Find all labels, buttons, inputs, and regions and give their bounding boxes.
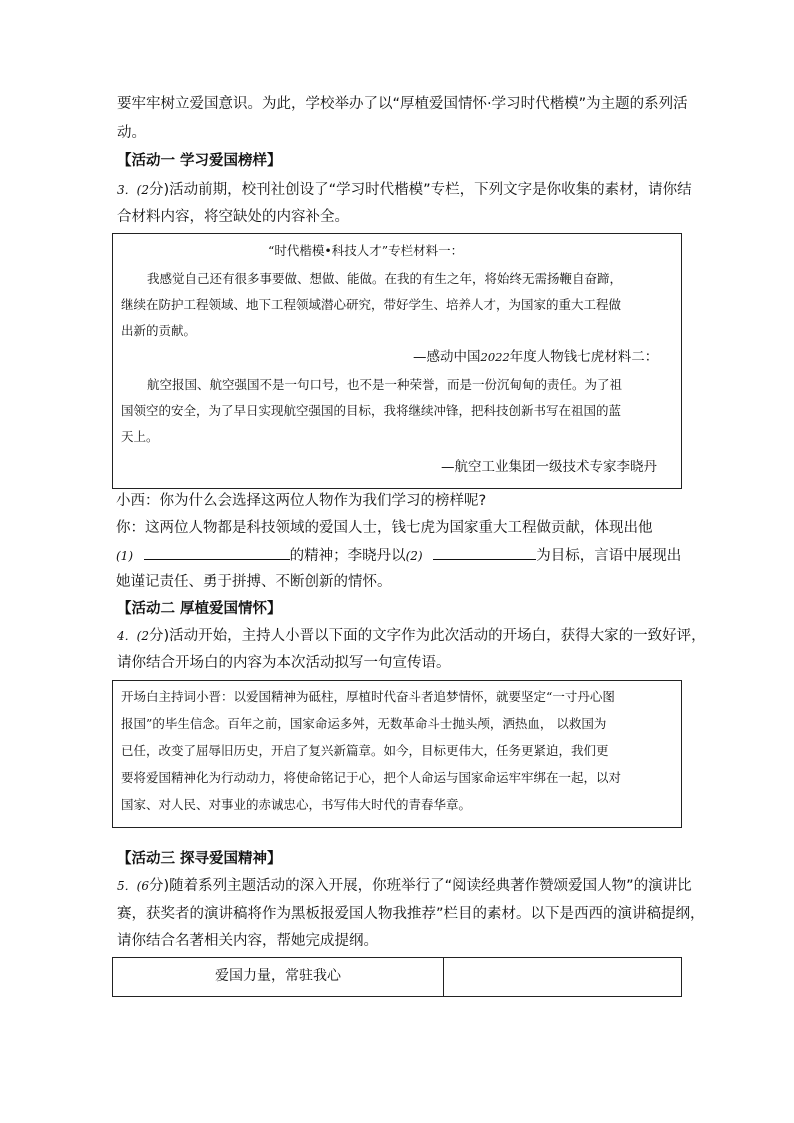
- material1-source: [413, 347, 658, 367]
- question5-points: (6: [136, 879, 149, 893]
- source1-suffix: 年度人物钱七虎材料二：: [509, 349, 659, 365]
- outline-table: [112, 957, 682, 997]
- table-cell-answer[interactable]: [444, 958, 682, 997]
- activity3-heading: 【活动三 探寻爱国精神】: [117, 851, 282, 867]
- dialog-line-1: 小西：你为什么会选择这两位人物作为我们学习的榜样呢?: [116, 493, 487, 509]
- intro-line-2: 动。: [117, 125, 146, 141]
- after-blank1-text: 的精神；李晓丹以: [289, 548, 406, 564]
- material1-line-3: 出新的贡献。: [121, 323, 197, 338]
- question4-line-1: [117, 626, 706, 646]
- question5-line-3: 请你结合名著相关内容，帮她完成提纲。: [117, 933, 378, 949]
- dialog-line-4: 她谨记责任、勇于拼搏、不断创新的情怀。: [116, 574, 392, 590]
- dialog-line-2: 你：这两位人物都是科技领域的爱国人士，钱七虎为国家重大工程做贡献，体现出他: [116, 520, 653, 536]
- opening-line-2: 报国”的毕生信念。百年之前，国家命运多舛，无数革命斗士抛头颅，洒热血， 以救国为: [121, 716, 607, 731]
- question5-line-1: [117, 876, 692, 896]
- material-box-1: [112, 233, 682, 489]
- material-title: “时代楷模•科技人才”专栏材料一：: [268, 243, 464, 258]
- material2-line-1: 航空报国、航空强国不是一句口号，也不是一种荣誉，而是一份沉甸甸的责任。为了祖: [147, 377, 623, 392]
- question3-line-1: [117, 180, 692, 200]
- question3-text: 分)活动前期，校刊社创设了“学习时代楷模”专栏，下列文字是你收集的素材，请你结: [148, 182, 692, 198]
- question5-number: 5．: [117, 879, 137, 893]
- question3-number: 3．: [117, 183, 137, 197]
- dialog-line-3: [116, 545, 681, 566]
- activity2-heading: 【活动二 厚植爱国情怀】: [117, 601, 282, 617]
- activity1-heading: 【活动一 学习爱国榜样】: [117, 153, 282, 169]
- question4-text: 分)活动开始，主持人小晋以下面的文字作为此次活动的开场白，获得大家的一致好评，: [148, 628, 706, 644]
- table-cell-title-text: 爱国力量，常驻我心: [215, 968, 341, 984]
- opening-speech-box: [112, 680, 682, 828]
- intro-line-1: 要牢牢树立爱国意识。为此，学校举办了以“厚植爱国情怀·学习时代楷模”为主题的系列活: [117, 96, 688, 112]
- blank1-label: (1): [116, 549, 133, 563]
- question5-line-2: 赛，获奖者的演讲稿将作为黑板报爱国人物我推荐”栏目的素材。以下是西西的演讲稿提纲，: [117, 906, 705, 922]
- material2-source: —航空工业集团一级技术专家李晓丹: [441, 459, 657, 475]
- table-cell-title: [113, 958, 444, 997]
- table-row: [113, 958, 682, 997]
- question4-number: 4．: [117, 629, 137, 643]
- source1-year: 2022: [480, 350, 510, 364]
- material2-line-3: 天上。: [121, 429, 159, 444]
- answer-blank-2[interactable]: [433, 545, 536, 560]
- opening-line-5: 国家、对人民、对事业的赤诚忠心，书写伟大时代的青春华章。: [121, 797, 472, 812]
- question3-line-2: 合材料内容，将空缺处的内容补全。: [117, 209, 349, 225]
- question4-points: (2: [136, 629, 149, 643]
- opening-line-4: 要将爱国精神化为行动动力，将使命铭记于心，把个人命运与国家命运牢牢绑在一起，以对: [121, 770, 622, 785]
- question4-line-2: 请你结合开场白的内容为本次活动拟写一句宣传语。: [117, 655, 451, 671]
- material2-line-2: 国领空的安全，为了早日实现航空强国的目标，我将继续冲锋，把科技创新书写在祖国的蓝: [121, 403, 622, 418]
- question3-points: (2: [136, 183, 149, 197]
- material1-line-1: 我感觉自己还有很多事要做、想做、能做。在我的有生之年，将始终无需扬鞭自奋蹄，: [147, 271, 623, 286]
- question5-text: 分)随着系列主题活动的深入开展，你班举行了“阅读经典著作赞颂爱国人物”的演讲比: [148, 878, 692, 894]
- blank2-label: (2): [405, 549, 423, 563]
- source1-prefix: —感动中国: [413, 349, 481, 365]
- opening-line-3: 已任，改变了屈辱旧历史，开启了复兴新篇章。如今，目标更伟大，任务更紧迫，我们更: [121, 743, 609, 758]
- material1-line-2: 继续在防护工程领域、地下工程领域潜心研究，带好学生、培养人才，为国家的重大工程做: [121, 297, 622, 312]
- answer-blank-1[interactable]: [144, 545, 290, 560]
- opening-line-1: 开场白主持词小晋：以爱国精神为砥柱，厚植时代奋斗者追梦情怀，就要坚定“一寸丹心图: [121, 689, 615, 704]
- after-blank2-text: 为目标，言语中展现出: [536, 548, 682, 564]
